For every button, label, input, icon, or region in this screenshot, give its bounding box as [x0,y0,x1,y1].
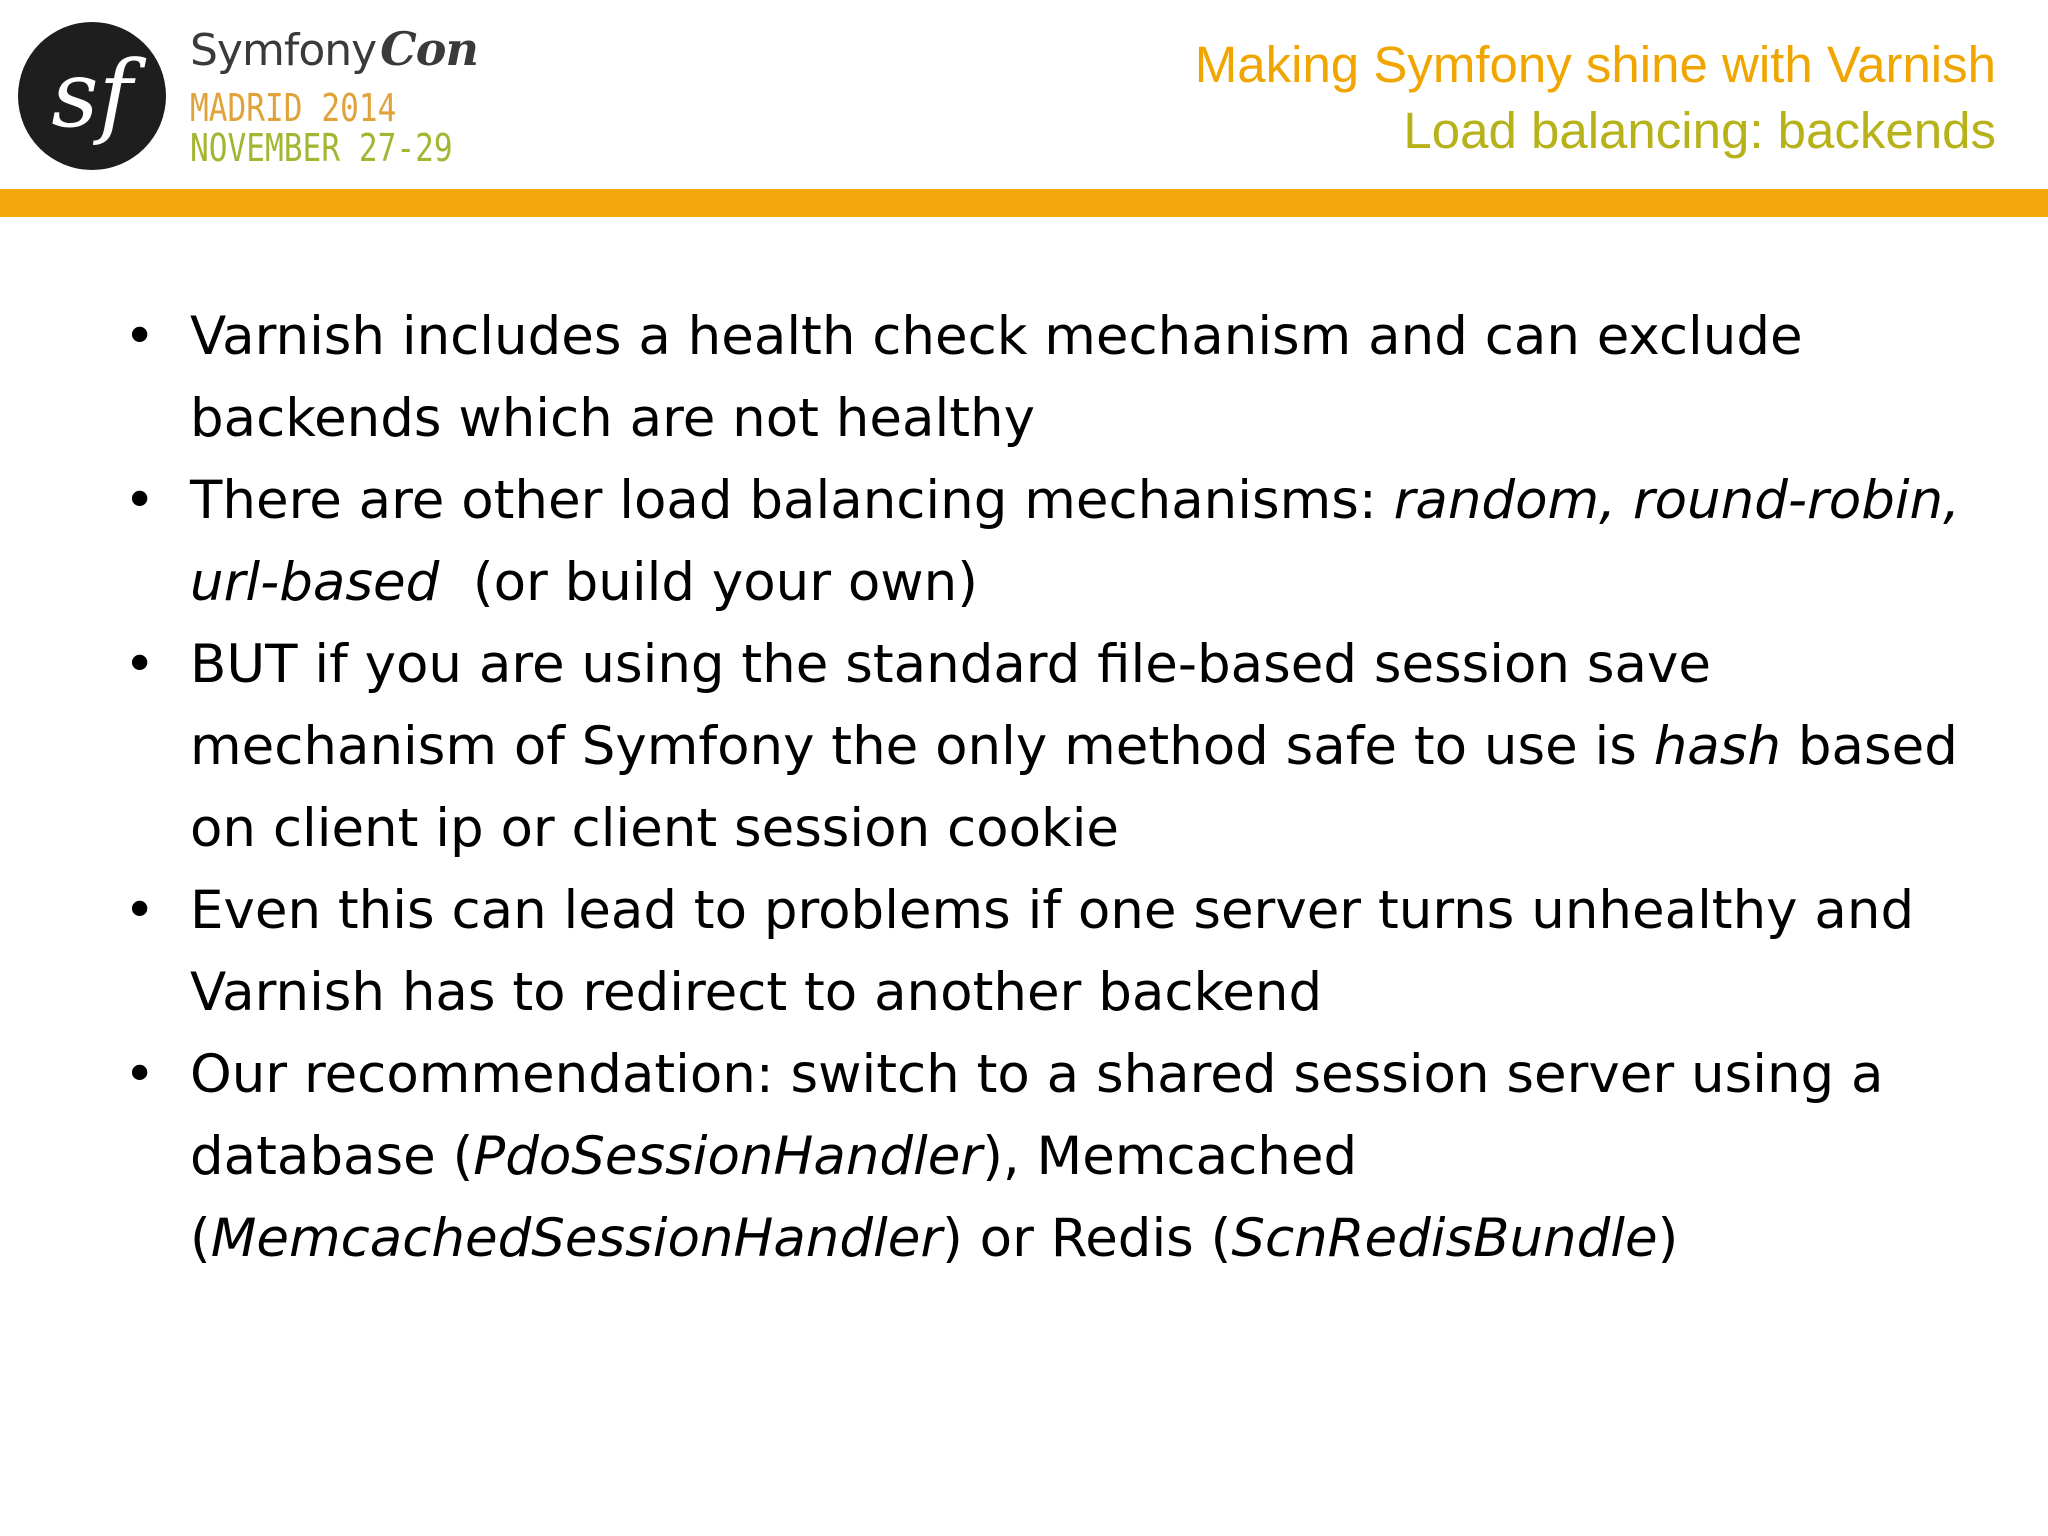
bullet-emphasis: hash [1653,716,1781,777]
bullet-text: There are other load balancing mechanisms: [190,470,1394,531]
bullet-item [120,460,2000,624]
bullet-dot-icon: • [124,306,156,367]
symfony-sf-logo-icon [16,20,168,172]
bullet-emphasis: PdoSessionHandler [473,1126,983,1187]
bullet-dot-icon: • [124,634,156,695]
bullet-text: ) or Redis ( [942,1208,1232,1269]
bullet-text: ), Memcached ( [190,1126,1358,1269]
bullet-text: ) [1657,1208,1679,1269]
bullet-item [120,624,2000,870]
bullet-dot-icon: • [124,470,156,531]
bullet-dot-icon: • [124,1044,156,1105]
conference-name-suffix: Con [380,22,478,76]
bullet-emphasis: ScnRedisBundle [1231,1208,1658,1269]
bullet-text: BUT if you are using the standard file-based session save mechanism of Symfony the only method safe to use is [190,634,1711,777]
bullet-dot-icon: • [124,880,156,941]
bullet-emphasis: MemcachedSessionHandler [210,1208,943,1269]
bullet-text: Our recommendation: switch to a shared session server using a database ( [190,1044,1884,1187]
bullet-text: Varnish includes a health check mechanism and can exclude backends which are not healthy [190,306,1803,449]
bullet-item [120,1034,2000,1280]
bullet-text: Even this can lead to problems if one server turns unhealthy and Varnish has to redirect to another backend [190,880,1915,1023]
header-divider [0,189,2048,217]
conference-name: SymfonyCon [190,22,478,76]
bullet-item [120,296,2000,460]
bullet-text: based on client ip or client session cookie [190,716,1958,859]
bullet-emphasis: random, round-robin, url-based [190,470,1960,613]
bullet-list [120,296,2000,1280]
conference-city: MADRID 2014 [190,86,397,130]
title-block [1195,32,1996,164]
svg-text:sf: sf [51,41,133,148]
bullet-item [120,870,2000,1034]
bullet-text: (or build your own) [439,552,978,613]
deck-title: Making Symfony shine with Varnish [1194,36,1996,93]
slide-title: Load balancing: backends [1403,102,1996,159]
conference-dates: NOVEMBER 27-29 [190,126,453,170]
